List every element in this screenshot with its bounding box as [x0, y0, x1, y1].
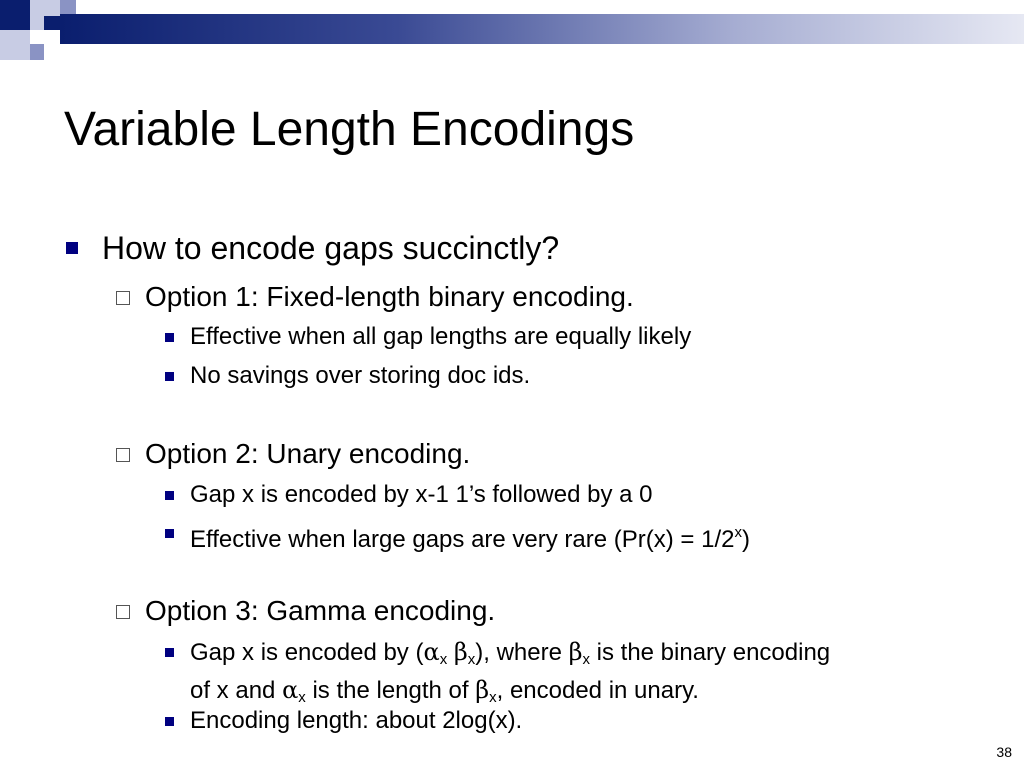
bullet-text: Encoding length: about 2log(x).: [190, 707, 523, 734]
beta-symbol: β: [475, 676, 490, 704]
hollow-square-bullet-icon: [116, 448, 130, 462]
small-square-bullet-icon: [165, 648, 174, 657]
subscript-x: x: [439, 651, 448, 668]
small-square-bullet-icon: [165, 333, 174, 342]
bullet-text: Effective when all gap lengths are equally likely: [190, 323, 692, 350]
gamma-line-1: [190, 639, 830, 666]
small-square-bullet-icon: [165, 717, 174, 726]
alpha-symbol: α: [423, 638, 440, 666]
text-segment: Effective when large gaps are very rare (Pr(x) = 1/2: [190, 526, 735, 553]
header-square-slate-low: [30, 44, 44, 60]
text-segment: Gap x is encoded by (: [190, 639, 424, 666]
header-gradient-bar: [60, 14, 1024, 44]
text-segment: ): [741, 526, 750, 553]
beta-symbol: β: [568, 638, 583, 666]
slide-title: Variable Length Encodings: [64, 103, 635, 156]
hollow-square-bullet-icon: [116, 605, 130, 619]
subscript-x: x: [489, 689, 497, 706]
bullet-text: [190, 637, 830, 713]
bullet-text: Gap x is encoded by x-1 1’s followed by a 0: [190, 481, 653, 508]
text-segment: ), where: [475, 639, 569, 666]
alpha-symbol: α: [282, 676, 299, 704]
text-segment: , encoded in unary.: [496, 677, 699, 704]
text-segment: is the length of: [305, 677, 476, 704]
small-square-bullet-icon: [165, 529, 174, 538]
bullet-text: How to encode gaps succinctly?: [102, 230, 560, 266]
subscript-x: x: [467, 651, 476, 668]
small-square-bullet-icon: [165, 491, 174, 500]
header-square-light-left: [0, 30, 30, 60]
option-3-text: Option 3: Gamma encoding.: [145, 595, 496, 626]
header-square-slate-top: [60, 0, 76, 14]
option-1-text: Option 1: Fixed-length binary encoding.: [145, 281, 634, 312]
beta-symbol: β: [453, 638, 468, 666]
text-segment: is the binary encoding: [589, 639, 831, 666]
square-bullet-icon: [66, 242, 78, 254]
bullet-text: [190, 518, 750, 555]
option-2-text: Option 2: Unary encoding.: [145, 438, 471, 469]
subscript-x: x: [298, 689, 306, 706]
gamma-line-2: [190, 677, 699, 704]
hollow-square-bullet-icon: [116, 291, 130, 305]
header-square-navy-mid: [44, 16, 60, 30]
superscript-x: x: [734, 524, 742, 541]
bullet-text: No savings over storing doc ids.: [190, 362, 531, 389]
page-number: 38: [996, 744, 1012, 760]
subscript-x: x: [582, 651, 590, 668]
small-square-bullet-icon: [165, 372, 174, 381]
header-square-navy-top: [0, 0, 30, 30]
text-segment: of x and: [190, 677, 283, 704]
